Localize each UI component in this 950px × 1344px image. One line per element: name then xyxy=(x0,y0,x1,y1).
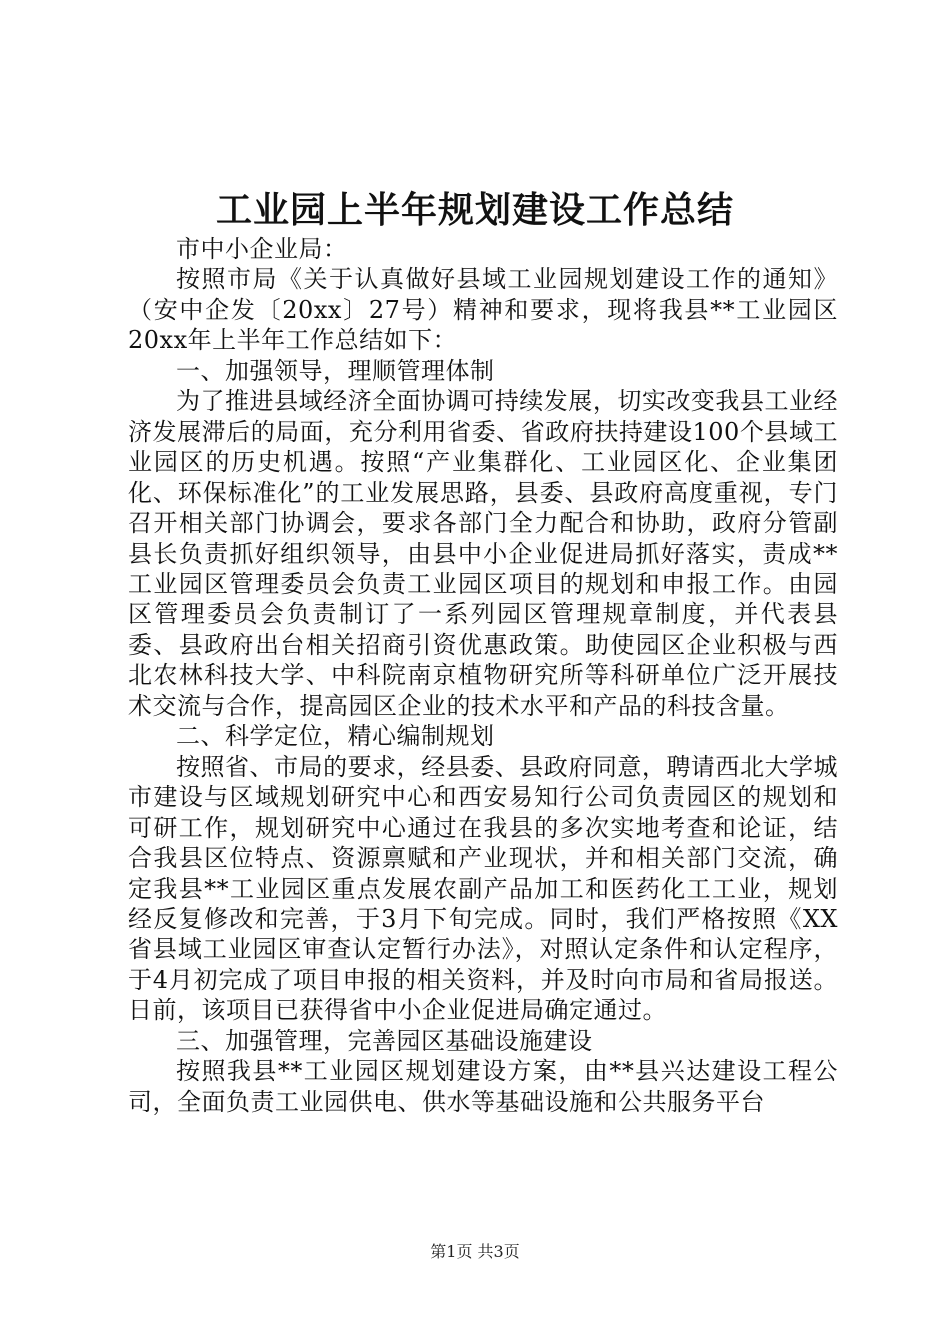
document-title: 工业园上半年规划建设工作总结 xyxy=(215,189,734,231)
salutation: 市中小企业局： xyxy=(176,235,348,263)
page-number: 第1页 共3页 xyxy=(430,1242,520,1261)
section-heading-2: 二、科学定位，精心编制规划 xyxy=(176,722,495,751)
paragraph-section-2: 按照省、市局的要求，经县委、县政府同意，聘请西北大学城市建设与区域规划研究中心和西安易知行公司负责园区的规划和可研工作，规划研究中心通过在我县的多次实地考查和论证，结合我县区位特点、资源禀赋和产业现状，并和相关部门交流，确定我县**工业园区重点发展农副产品加工和医药化工工业，规划经反复修改和完善，于3月下旬完成。同时，我们严格按照《XX省县域工业园区审查认定暂行办法》，对照认定条件和认定程序，于4月初完成了项目申报的相关资料，并及时向市局和省局报送。日前，该项目已获得省中小企业促进局确定通过。 xyxy=(128,752,838,1025)
paragraph-intro: 按照市局《关于认真做好县域工业园规划建设工作的通知》（安中企发〔20xx〕27号）精神和要求，现将我县**工业园区20xx年上半年工作总结如下： xyxy=(128,265,838,355)
section-heading-3: 三、加强管理，完善园区基础设施建设 xyxy=(176,1026,593,1055)
page-footer xyxy=(0,1241,950,1263)
paragraph-section-3: 按照我县**工业园区规划建设方案，由**县兴达建设工程公司，全面负责工业园供电、供水等基础设施和公共服务平台 xyxy=(128,1057,838,1116)
paragraph-section-1: 为了推进县域经济全面协调可持续发展，切实改变我县工业经济发展滞后的局面，充分利用省委、省政府扶持建设100个县域工业园区的历史机遇。按照“产业集群化、工业园区化、企业集团化、环保标准化”的工业发展思路，县委、县政府高度重视，专门召开相关部门协调会，要求各部门全力配合和协助，政府分管副县长负责抓好组织领导，由县中小企业促进局抓好落实，责成**工业园区管理委员会负责工业园区项目的规划和申报工作。由园区管理委员会负责制订了一系列园区管理规章制度，并代表县委、县政府出台相关招商引资优惠政策。助使园区企业积极与西北农林科技大学、中科院南京植物研究所等科研单位广泛开展技术交流与合作，提高园区企业的技术水平和产品的科技含量。 xyxy=(128,387,838,720)
section-heading-1: 一、加强领导，理顺管理体制 xyxy=(176,356,495,385)
document-body xyxy=(128,234,838,1117)
